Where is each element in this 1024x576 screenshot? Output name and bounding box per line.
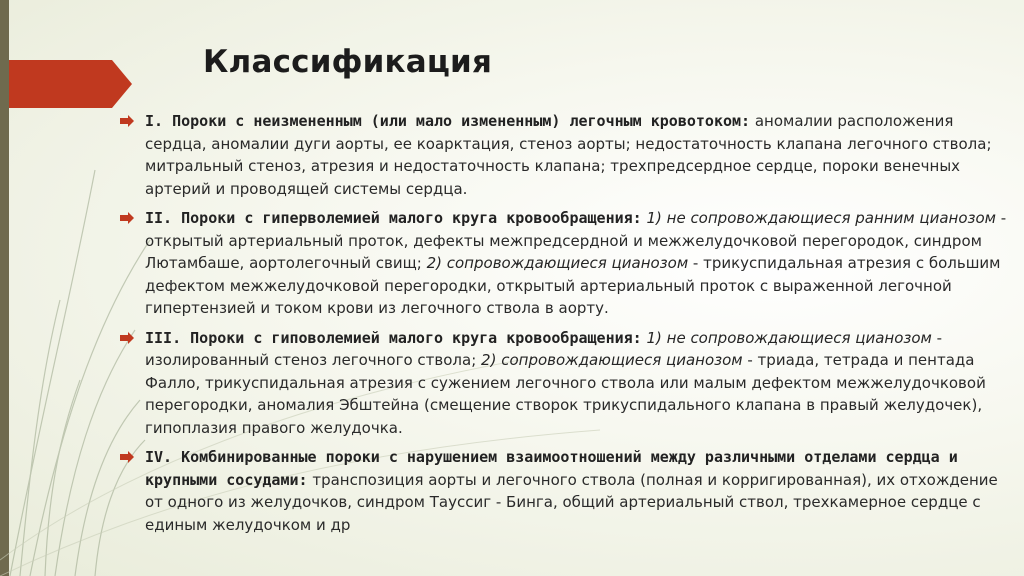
item-heading: I. Пороки с неизмененным (или мало измененным) легочным кровотоком:: [145, 112, 751, 130]
arrow-right-icon: [120, 451, 134, 463]
list-item: [118, 207, 1008, 320]
item-text: - открытый артериальный проток, дефекты межпредсердной и межжелудочковой перегородок, синдром Лютамбаше, аортолегочный свищ;: [145, 209, 1007, 272]
item-text: - изолированный стеноз легочного ствола;: [145, 328, 943, 369]
slide-title: Классификация: [203, 44, 493, 80]
item-text: - трикуспидальная атрезия с большим дефектом межжелудочковой перегородки, открытый артериальный проток с выраженной легочной гипертензией и током крови из легочного ствола в аорту.: [145, 254, 1001, 317]
item-text: аномалии расположения сердца, аномалии дуги аорты, ее коарктация, стеноз аорты; недостаточность клапана легочного ствола; митральный стеноз, атрезия и недостаточность клапана; трехпредсердное сердце, пороки венечных артерий и проводящей системы сердца.: [145, 112, 992, 198]
item-heading: III. Пороки с гиповолемией малого круга кровообращения:: [145, 328, 642, 347]
list-item: [118, 446, 1008, 536]
item-text: транспозиция аорты и легочного ствола (полная и корригированная), их отхождение от одного из желудочков, синдром Тауссиг - Бинга, общий артериальный ствол, трехкамерное сердце с единым желудочком и др: [145, 470, 998, 534]
item-heading: IV. Комбинированные пороки с нарушением взаимоотношений между различными отделами сердца и крупными сосудами:: [145, 448, 958, 489]
item-italic-text: 1) не сопровождающиеся цианозом: [641, 328, 932, 347]
item-italic-text: 1) не сопровождающиеся ранним цианозом: [641, 209, 996, 227]
classification-list: [118, 110, 1008, 543]
list-item: [118, 327, 1008, 440]
arrow-right-icon: [120, 332, 134, 344]
list-item: [118, 110, 1008, 200]
arrow-right-icon: [120, 212, 134, 224]
item-italic-text: 2) сопровождающиеся цианозом: [426, 254, 689, 272]
item-heading: II. Пороки с гиперволемией малого круга кровообращения:: [145, 209, 642, 227]
item-italic-text: 2) сопровождающиеся цианозом: [481, 351, 743, 369]
arrow-right-icon: [120, 115, 134, 127]
item-text: - триада, тетрада и пентада Фалло, трикуспидальная атрезия с сужением легочного ствола или малым дефектом межжелудочковой перегородки, аномалия Эбштейна (смещение створок трикуспидального клапана в правый желудочек), гипоплазия правого желудочка.: [145, 351, 986, 437]
